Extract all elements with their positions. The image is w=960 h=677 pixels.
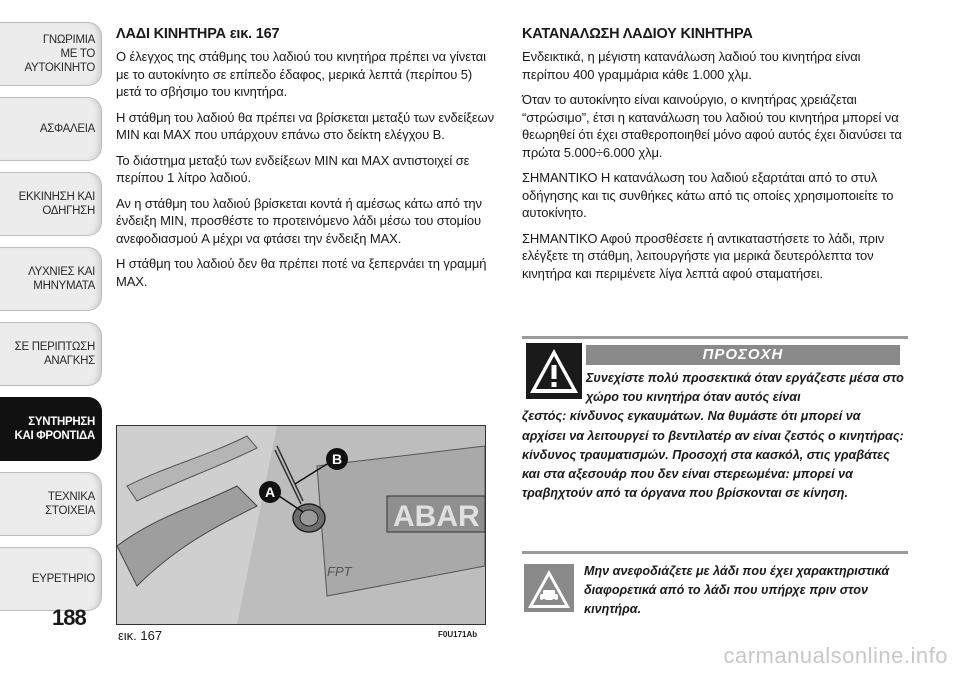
tab-technical-data[interactable] [0,472,102,536]
watermark: carmanualsonline.info [723,643,948,668]
warning-text-first: Συνεχίστε πολύ προσεκτικά όταν εργάζεστε μέσα στο χώρο του κινητήρα όταν αυτός είναι [586,371,904,405]
oil-consumption-section [522,26,908,290]
tab-maintenance[interactable] [0,397,102,461]
tab-label: ΣΥΝΤΗΡΗΣΗ ΚΑΙ ΦΡΟΝΤΙΔΑ [14,416,95,442]
tab-label: ΣΕ ΠΕΡΙΠΤΩΣΗ ΑΝΑΓΚΗΣ [14,341,95,367]
tab-starting-driving[interactable] [0,172,102,236]
warning-box [522,336,908,501]
paragraph: Η στάθμη του λαδιού δεν θα πρέπει ποτέ να ξεπερνάει τη γραμμή MAX. [116,256,487,289]
paragraph: Αν η στάθμη του λαδιού βρίσκεται κοντά ή αμέσως κάτω από την ένδειξη MIN, προσθέστε το προτεινόμενο λάδι μέσω του στομίου ανεφοδιασμού A μέχρι να φτάσει την ένδειξη MAX. [116,195,482,246]
tab-emergency[interactable] [0,322,102,386]
figure-code: F0U171Ab [438,630,478,639]
paragraph: Ενδεικτικά, η μέγιστη κατανάλωση λαδιού του κινητήρα είναι περίπου 400 γραμμάρια κάθε 1.000 χλμ. [522,49,861,82]
paragraph: Ο έλεγχος της στάθμης του λαδιού του κινητήρα πρέπει να γίνεται με το αυτοκίνητο σε επίπεδο έδαφος, μερικά λεπτά (περίπου 5) μετά το σβήσιμο του κινητήρα. [116,49,486,99]
note-text: Μην ανεφοδιάζετε με λάδι που έχει χαρακτηριστικά διαφορετικά από το λάδι που υπήρχε πριν στον κινητήρα. [584,564,890,616]
paragraph: Το διάστημα μεταξύ των ενδείξεων MIN και MAX αντιστοιχεί σε περίπου 1 λίτρο λαδιού. [116,152,470,185]
tab-label: ΕΚΚΙΝΗΣΗ ΚΑΙ ΟΔΗΓΗΣΗ [18,191,95,217]
engine-illustration [117,426,485,624]
section-title: ΚΑΤΑΝΑΛΩΣΗ ΛΑΔΙΟΥ ΚΙΝΗΤΗΡΑ [522,26,753,42]
engine-oil-section [116,26,494,298]
tab-label: ΛΥΧΝΙΕΣ ΚΑΙ ΜΗΝΥΜΑΤΑ [28,266,95,292]
warning-text-rest: ζεστός: κίνδυνος εγκαυμάτων. Να θυμάστε ότι μπορεί να αρχίσει να λειτουργεί το βεντιλατέρ αν είναι ζεστός ο κινητήρας: κίνδυνος τραυματισμών. Προσοχή στα κασκόλ, στις γραβάτες και στα αξεσουάρ που δεν είναι στερεωμένα: μπορεί να τραβηχτούν από τα όργανα που βρίσκονται σε κίνηση. [522,409,904,501]
paragraph: ΣΗΜΑΝΤΙΚΟ Η κατανάλωση του λαδιού εξαρτάται από το στυλ οδήγησης και τις συνθήκες κάτω από τις οποίες χρησιμοποιείτε το αυτοκίνητο. [522,170,894,220]
tab-label: ΑΣΦΑΛΕΙΑ [39,123,95,135]
tab-warning-lights[interactable] [0,247,102,311]
paragraph: ΣΗΜΑΝΤΙΚΟ Αφού προσθέσετε ή αντικαταστήσετε το λάδι, πριν ελέγξετε τη στάθμη, λειτουργήστε για μερικά δευτερόλεπτα τον κινητήρα και περιμένετε λίγα λεπτά αφού σταματήσει. [522,230,885,281]
note-box [522,551,908,616]
chapter-tabs [0,22,102,622]
paragraph: Όταν το αυτοκίνητο είναι καινούργιο, ο κινητήρας χρειάζεται “στρώσιμο”, έτσι η κατανάλωση του λαδιού του κινητήρα μπορεί να θεωρηθεί ότι έχει σταθεροποιηθεί μόνο αφού αυτός έχει διανύσει τα πρώτα 5.000÷6.000 χλμ. [522,92,902,160]
car-warning-icon [524,564,574,612]
tab-label: ΓΝΩΡΙΜΙΑ ΜΕ ΤΟ ΑΥΤΟΚΙΝΗΤΟ [24,34,95,74]
warning-text [522,369,906,503]
callout-b-label: B [331,451,343,467]
page-number: 188 [52,605,86,630]
engine-bay-figure [116,425,486,625]
tab-label: ΤΕΧΝΙΚΑ ΣΤΟΙΧΕΙΑ [45,491,95,517]
engine-logo-text: ABAR [393,500,480,533]
engine-cover-text: FPT [327,564,352,579]
section-title: ΛΑΔΙ ΚΙΝΗΤΗΡΑ εικ. 167 [116,26,280,42]
tab-label: ΕΥΡΕΤΗΡΙΟ [31,573,95,585]
tab-index[interactable] [0,547,102,611]
paragraph: Η στάθμη του λαδιού θα πρέπει να βρίσκεται μεταξύ των ενδείξεων MIN και MAX που υπάρχουν επάνω στο δείκτη ελέγχου B. [116,109,494,142]
callout-a-label: A [264,484,276,500]
figure-caption: εικ. 167 [118,628,163,643]
tab-safety[interactable] [0,97,102,161]
tab-intro[interactable] [0,22,102,86]
warning-heading: ΠΡΟΣΟΧΗ [586,345,900,365]
